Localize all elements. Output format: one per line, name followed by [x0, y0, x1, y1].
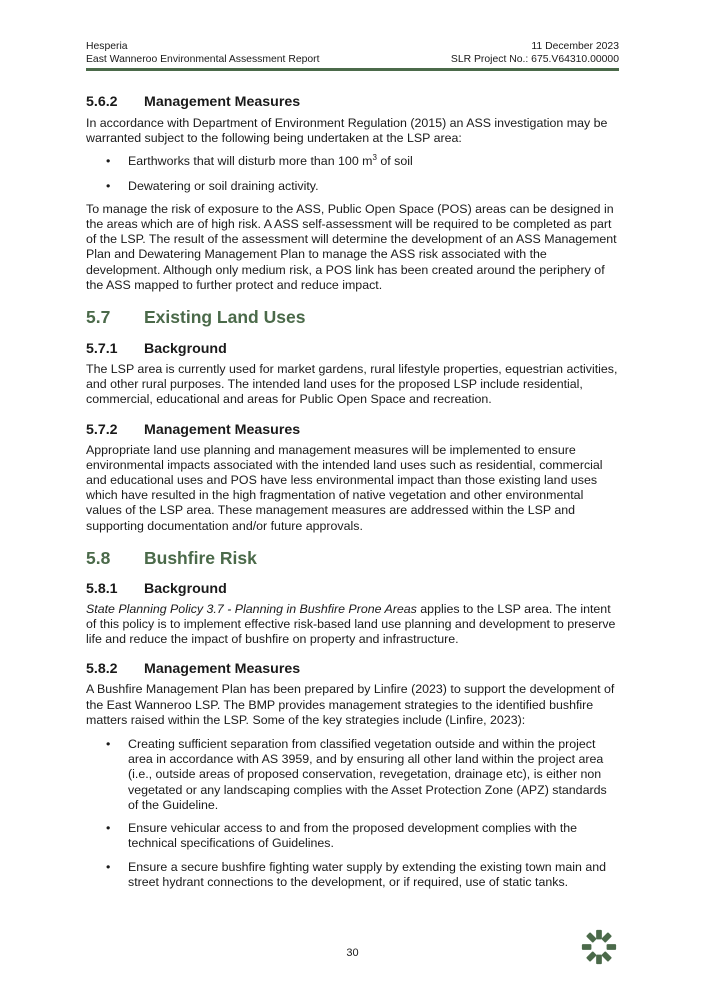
paragraph-5-6-2-intro: In accordance with Department of Environment Regulation (2015) an ASS investigation may be warranted subject to the following being undertaken at the LSP area: — [86, 116, 608, 146]
bullet-dot: • — [106, 859, 111, 874]
bullet-text: Ensure vehicular access to and from the proposed development complies with the technical specifications of Guidelines. — [128, 821, 578, 851]
section-title: Management Measures — [144, 421, 301, 438]
paragraph-5-7-2: Appropriate land use planning and management measures will be implemented to ensure environmental impacts associated with the intended land uses such as residential, commercial and educational uses and POS have less environmental impact than those existing land uses which have resulted in the high fragmentation of native vegetation and other environmental values of the LSP area. These management measures are addressed within the LSP and supporting documentation and/or future approvals. — [86, 442, 603, 533]
paragraph-text: applies to the LSP area. The intent of this policy is to implement effective risk-based land use planning and development to preserve life and reduce the impact of bushfire on property and infrastructure. — [86, 601, 616, 647]
slr-logo-icon — [580, 928, 618, 966]
list-item — [86, 860, 619, 890]
page-number: 30 — [346, 947, 359, 959]
header-divider — [86, 68, 619, 71]
section-title: Management Measures — [144, 94, 301, 110]
section-number: 5.8.2 — [86, 661, 118, 678]
section-number: 5.7.1 — [86, 341, 118, 358]
header-report-title: East Wanneroo Environmental Assessment Report — [86, 54, 320, 65]
heading-5-8-1 — [86, 580, 619, 598]
section-number: 5.8 — [86, 547, 111, 568]
paragraph-5-8-2-intro: A Bushfire Management Plan has been prepared by Linfire (2023) to support the development of the East Wanneroo LSP. The BMP provides management strategies to the identified bushfire matters raised within the LSP. Some of the key strategies include (Linfire, 2023): — [86, 682, 615, 727]
list-item — [86, 154, 619, 169]
section-number: 5.8.1 — [86, 580, 118, 597]
section-number: 5.6.2 — [86, 94, 118, 110]
list-item — [86, 737, 619, 813]
bullet-text-prefix: Earthworks that will disturb more than 100 m — [128, 154, 373, 169]
bullet-list-5-6-2 — [86, 154, 619, 193]
heading-5-7-2 — [86, 421, 619, 439]
section-title: Existing Land Uses — [144, 307, 306, 328]
section-title: Bushfire Risk — [144, 547, 257, 568]
bullet-text-suffix: of soil — [376, 154, 413, 169]
header-project-number: SLR Project No.: 675.V64310.00000 — [450, 54, 619, 65]
heading-5-8 — [86, 547, 619, 569]
section-title: Background — [144, 341, 227, 358]
paragraph-5-6-2-body: To manage the risk of exposure to the ASS, Public Open Space (POS) areas can be designed in the areas which are of high risk. A ASS self-assessment will be required to be completed as part of the LSP. The result of the assessment will determine the development of an ASS Management Plan and Dewatering Management Plan to manage the ASS risk associated with the development. Although only medium risk, a POS link has been created around the periphery of the ASS mapped to further protect and reduce impact. — [86, 201, 617, 292]
header-date: 11 December 2023 — [531, 41, 619, 52]
bullet-dot: • — [106, 178, 111, 193]
paragraph-5-8-1 — [86, 602, 619, 648]
bullet-dot: • — [106, 737, 111, 752]
bullet-text: Dewatering or soil draining activity. — [128, 178, 319, 193]
heading-5-6-2 — [86, 93, 619, 111]
section-title: Management Measures — [144, 661, 301, 678]
list-item — [86, 179, 619, 194]
section-title: Background — [144, 580, 227, 597]
paragraph-5-7-1: The LSP area is currently used for market gardens, rural lifestyle properties, equestrian activities, and other rural purposes. The intended land uses for the proposed LSP include residential, commercial, educational and areas for Public Open Space and recreation. — [86, 362, 618, 407]
heading-5-7-1 — [86, 340, 619, 358]
heading-5-8-2 — [86, 660, 619, 678]
bullet-list-5-8-2 — [86, 737, 619, 890]
policy-title: State Planning Policy 3.7 - Planning in Bushfire Prone Areas — [86, 601, 417, 616]
section-number: 5.7 — [86, 307, 111, 328]
list-item — [86, 821, 619, 851]
bullet-dot: • — [106, 821, 111, 836]
page-header — [86, 40, 619, 66]
section-number: 5.7.2 — [86, 421, 118, 438]
bullet-dot: • — [106, 154, 111, 169]
superscript: 3 — [372, 153, 377, 163]
page-body — [86, 93, 619, 890]
header-client: Hesperia — [86, 41, 128, 52]
heading-5-7 — [86, 306, 619, 328]
bullet-text: Creating sufficient separation from classified vegetation outside and within the project area in accordance with AS 3959, and by ensuring all other land within the project area (i.e., outside areas of proposed conservation, revegetation, drainage etc), is either non vegetated or any landscaping complies with the Asset Protection Zone (APZ) standards of the Guideline. — [128, 737, 607, 812]
bullet-text: Ensure a secure bushfire fighting water supply by extending the existing town main and street hydrant connections to the development, or if required, use of static tanks. — [128, 859, 607, 889]
